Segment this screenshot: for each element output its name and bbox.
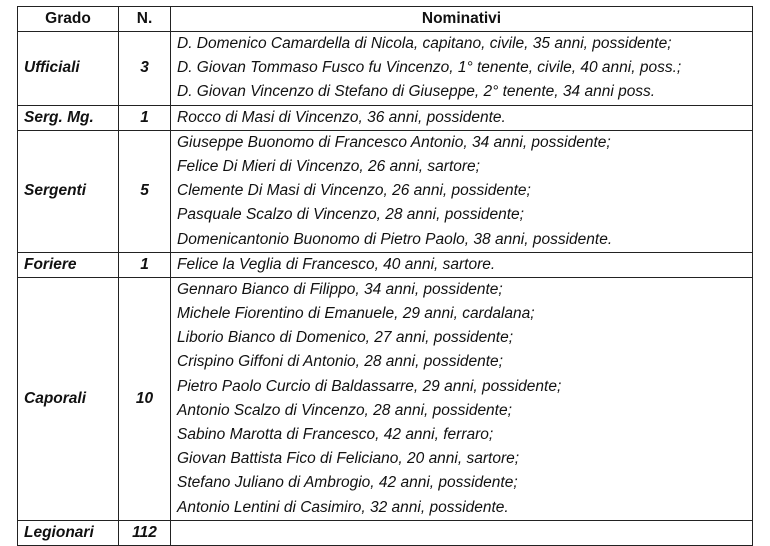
grado-cell: Caporali xyxy=(18,277,119,520)
nominativo-line: Crispino Giffoni di Antonio, 28 anni, possidente; xyxy=(177,353,503,371)
nominativo-line: Felice la Veglia di Francesco, 40 anni, sartore. xyxy=(177,255,496,273)
nominativi-cell xyxy=(171,105,753,130)
nominativi-cell xyxy=(171,32,753,106)
grado-cell: Serg. Mg. xyxy=(18,105,119,130)
nominativo-line: Antonio Lentini di Casimiro, 32 anni, possidente. xyxy=(177,498,509,516)
count-cell: 1 xyxy=(119,252,171,277)
nominativo-line: D. Giovan Vincenzo di Stefano di Giuseppe, 2° tenente, 34 anni poss. xyxy=(177,83,656,101)
nominativo-line: Giuseppe Buonomo di Francesco Antonio, 34 anni, possidente; xyxy=(177,133,611,151)
nominativi-cell xyxy=(171,277,753,520)
nominativo-line: Liborio Bianco di Domenico, 27 anni, possidente; xyxy=(177,329,514,347)
grado-cell: Legionari xyxy=(18,520,119,545)
nominativo-line: Stefano Juliano di Ambrogio, 42 anni, possidente; xyxy=(177,474,518,492)
count-cell: 10 xyxy=(119,277,171,520)
nominativo-line: D. Domenico Camardella di Nicola, capitano, civile, 35 anni, possidente; xyxy=(177,35,672,52)
count-cell: 3 xyxy=(119,32,171,106)
nominativi-cell xyxy=(171,252,753,277)
nominativo-line: Felice Di Mieri di Vincenzo, 26 anni, sartore; xyxy=(177,157,480,175)
roster-table xyxy=(17,6,753,546)
nominativo-line: D. Giovan Tommaso Fusco fu Vincenzo, 1° tenente, civile, 40 anni, poss.; xyxy=(177,59,682,77)
nominativo-line: Sabino Marotta di Francesco, 42 anni, ferraro; xyxy=(177,426,494,443)
table-row xyxy=(18,252,753,277)
roster-body xyxy=(18,32,753,546)
nominativo-line: Clemente Di Masi di Vincenzo, 26 anni, possidente; xyxy=(177,182,531,200)
nominativo-line: Gennaro Bianco di Filippo, 34 anni, possidente; xyxy=(177,280,503,298)
count-cell: 112 xyxy=(119,520,171,545)
nominativo-line: Michele Fiorentino di Emanuele, 29 anni, cardalana; xyxy=(177,305,535,323)
grado-cell: Sergenti xyxy=(18,130,119,252)
table-row xyxy=(18,32,753,106)
table-row xyxy=(18,130,753,252)
nominativo-line: Rocco di Masi di Vincenzo, 36 anni, possidente. xyxy=(177,108,506,126)
header-n: N. xyxy=(119,7,171,32)
table-row xyxy=(18,277,753,520)
header-grado: Grado xyxy=(18,7,119,32)
grado-cell: Foriere xyxy=(18,252,119,277)
header-row xyxy=(18,7,753,32)
nominativo-line: Pasquale Scalzo di Vincenzo, 28 anni, possidente; xyxy=(177,206,524,224)
count-cell: 5 xyxy=(119,130,171,252)
count-cell: 1 xyxy=(119,105,171,130)
table-row xyxy=(18,520,753,545)
nominativo-line: Antonio Scalzo di Vincenzo, 28 anni, possidente; xyxy=(177,401,512,419)
nominativi-cell xyxy=(171,130,753,252)
nominativo-line: Domenicantonio Buonomo di Pietro Paolo, 38 anni, possidente. xyxy=(177,230,613,248)
header-nominativi: Nominativi xyxy=(171,7,753,32)
grado-cell: Ufficiali xyxy=(18,32,119,106)
nominativo-line: Pietro Paolo Curcio di Baldassarre, 29 anni, possidente; xyxy=(177,377,562,395)
nominativi-cell xyxy=(171,520,753,545)
nominativo-line: Giovan Battista Fico di Feliciano, 20 anni, sartore; xyxy=(177,450,520,468)
table-row xyxy=(18,105,753,130)
